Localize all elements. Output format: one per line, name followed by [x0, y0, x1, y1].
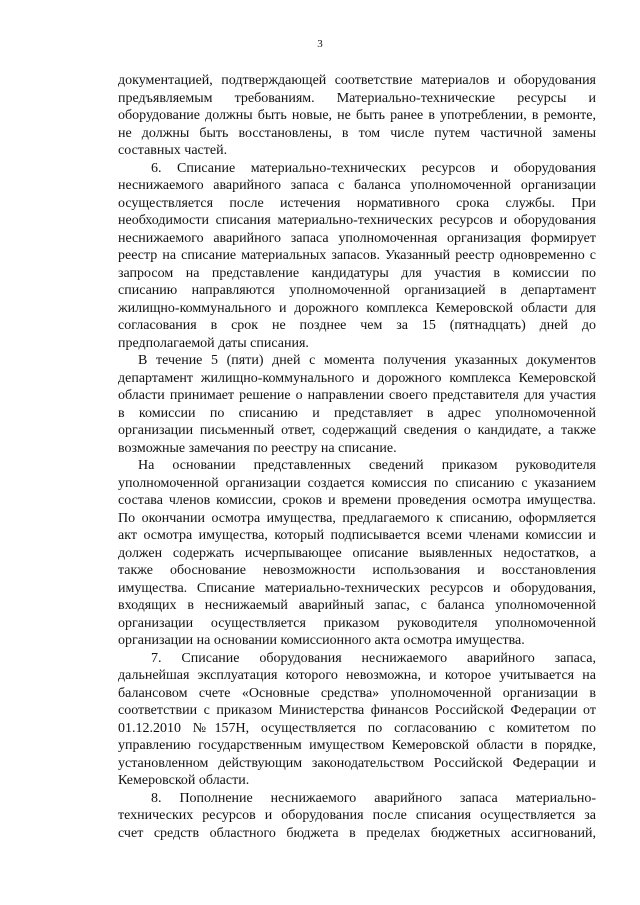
text-line: области принимает решение о направлении своего представителя для участия	[118, 388, 596, 403]
text-line: 6. Списание материально-технических ресурсов и оборудования	[151, 160, 596, 176]
text-line: списанию направляются уполномоченной организацией в департамент	[118, 283, 596, 298]
text-line: управлению государственным имуществом Кемеровской области в порядке,	[118, 738, 596, 753]
text-line: департамент жилищно-коммунального и дорожного комплекса Кемеровской	[118, 370, 596, 386]
text-line: 7. Списание оборудования неснижаемого аварийного запаса,	[151, 650, 596, 666]
text-line: предполагаемой даты списания.	[118, 335, 309, 351]
text-line: На основании представленных сведений приказом руководителя	[138, 458, 596, 473]
text-line: составных частей.	[118, 143, 228, 158]
text-line: жилищно-коммунального и дорожного комплекса Кемеровской области для	[118, 300, 596, 316]
text-line: акт осмотра имущества, который подписывается всеми членами комиссии и	[118, 528, 596, 543]
text-line: необходимости списания материально-технических ресурсов и оборудования	[118, 213, 596, 228]
text-line: осуществляется после истечения нормативного срока службы. При	[118, 195, 596, 211]
text-line: организации на основании комиссионного акта осмотра имущества.	[118, 633, 525, 648]
text-line: реестр на списание материальных запасов. Указанный реестр одновременно с	[118, 248, 596, 263]
text-line: По окончании осмотра имущества, предлагаемого к списанию, оформляется	[118, 510, 596, 526]
text-line: организации письменный ответ, содержащий сведения о кандидате, а также	[118, 423, 596, 438]
text-line: неснижаемого аварийного запаса уполномоченная организация формирует	[118, 230, 596, 246]
page-number: 3	[317, 38, 323, 50]
text-line: дальнейшая эксплуатация которого невозможна, и которое учитывается на	[118, 668, 596, 683]
text-line: запросом на представление кандидатуры для участия в комиссии по	[118, 265, 596, 281]
text-line: не должны быть восстановлены, в том числе путем частичной замены	[118, 125, 596, 141]
text-line: также обоснование невозможности использования и восстановления	[118, 563, 596, 578]
text-line: неснижаемого аварийного запаса с баланса уполномоченной организации	[118, 178, 596, 193]
text-line: организации осуществляется приказом руководителя уполномоченной	[118, 615, 596, 631]
text-line: Кемеровской области.	[118, 773, 250, 788]
text-line: должен содержать исчерпывающее описание выявленных недостатков, а	[118, 545, 596, 561]
text-line: входящих в неснижаемый аварийный запас, с баланса уполномоченной	[118, 598, 596, 613]
body-text	[118, 72, 596, 842]
text-line: состава членов комиссии, сроков и времени проведения осмотра имущества.	[118, 493, 596, 508]
text-line: согласования в срок не позднее чем за 15 (пятнадцать) дней до	[118, 318, 596, 333]
text-line: уполномоченной организации создается комиссия по списанию с указанием	[118, 475, 596, 491]
text-line: предъявляемым требованиям. Материально-технические ресурсы и	[118, 90, 596, 106]
text-line: 01.12.2010 №157Н, осуществляется по согласованию с комитетом по	[118, 720, 596, 736]
text-line: установленном действующим законодательством Российской Федерации и	[118, 755, 596, 771]
text-line: 8. Пополнение неснижаемого аварийного запаса материально-	[151, 790, 596, 806]
text-line: балансовом счете «Основные средства» уполномоченной организации в	[118, 685, 596, 701]
text-line: документацией, подтверждающей соответствие материалов и оборудования	[118, 73, 596, 88]
text-line: в комиссии по списанию и представляет в адрес уполномоченной	[118, 405, 596, 421]
text-line: счет средств областного бюджета в пределах бюджетных ассигнований,	[118, 825, 596, 841]
text-line: возможные замечания по реестру на списание.	[118, 440, 397, 456]
text-line: имущества. Списание материально-технических ресурсов и оборудования,	[118, 580, 596, 596]
text-line: оборудование должны быть новые, не быть ранее в употреблении, в ремонте,	[118, 108, 596, 123]
text-line: технических ресурсов и оборудования после списания осуществляется за	[118, 808, 596, 823]
text-line: соответствии с приказом Министерства финансов Российской Федерации от	[118, 703, 596, 718]
text-line: В течение 5 (пяти) дней с момента получения указанных документов	[138, 353, 596, 368]
